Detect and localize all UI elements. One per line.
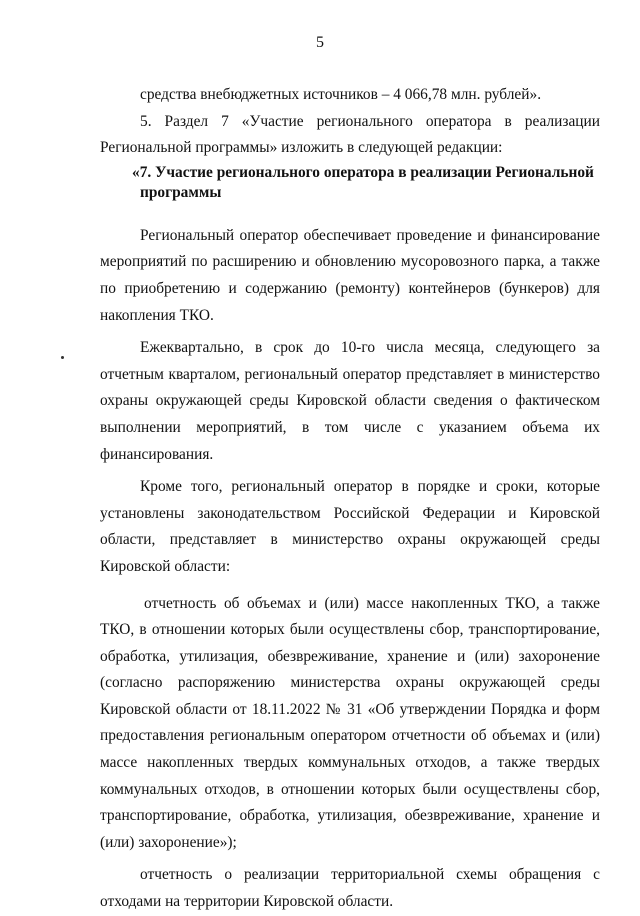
paragraph-operator-financing: Региональный оператор обеспечивает проведение и финансирование мероприятий по расширению и обновлению мусоровозного парка, а также по приобретению и содержанию (ремонту) контейнеров (бункеров) для накопления ТКО.	[100, 226, 600, 324]
paragraph-section-intro: 5. Раздел 7 «Участие регионального оператора в реализации Региональной программы» изложить в следующей редакции:	[100, 112, 600, 157]
list-item-reporting-volumes: отчетность об объемах и (или) массе накопленных ТКО, а также ТКО, в отношении которых были осуществлены сбор, транспортирование, обработка, утилизация, обезвреживание, хранение и (или) захоронение (согласно распоряжению министерства охраны окружающей среды Кировской области от 18.11.2022 № 31 «Об утверждении Порядка и форм предоставления региональным оператором отчетности об объемах и (или) массе накопленных твердых коммунальных отходов, а также твердых коммунальных отходов, в отношении которых были осуществлены сбор, транспортирование, обработка, утилизация, обезвреживание, хранение и (или) захоронение»);	[100, 594, 600, 851]
list-item-territorial-scheme: отчетность о реализации территориальной схемы обращения с отходами на территории Кировской области.	[100, 866, 600, 911]
document-body	[100, 82, 600, 916]
paragraph-additional-reporting: Кроме того, региональный оператор в порядке и сроки, которые установлены законодательством Российской Федерации и Кировской области, представляет в министерство охраны окружающей среды Кировской области:	[100, 478, 600, 575]
section-heading: «7. Участие регионального оператора в реализации Региональной программы	[132, 163, 594, 201]
paragraph-quarterly-report: Ежеквартально, в срок до 10-го числа месяца, следующего за отчетным кварталом, региональный оператор представляет в министерство охраны окружающей среды Кировской области сведения о фактическом выполнении мероприятий, в том числе с указанием объема их финансирования.	[100, 339, 600, 463]
page-number: 5	[316, 34, 324, 51]
paragraph-previous-end: средства внебюджетных источников – 4 066,78 млн. рублей».	[140, 86, 542, 103]
margin-dot	[61, 356, 64, 359]
